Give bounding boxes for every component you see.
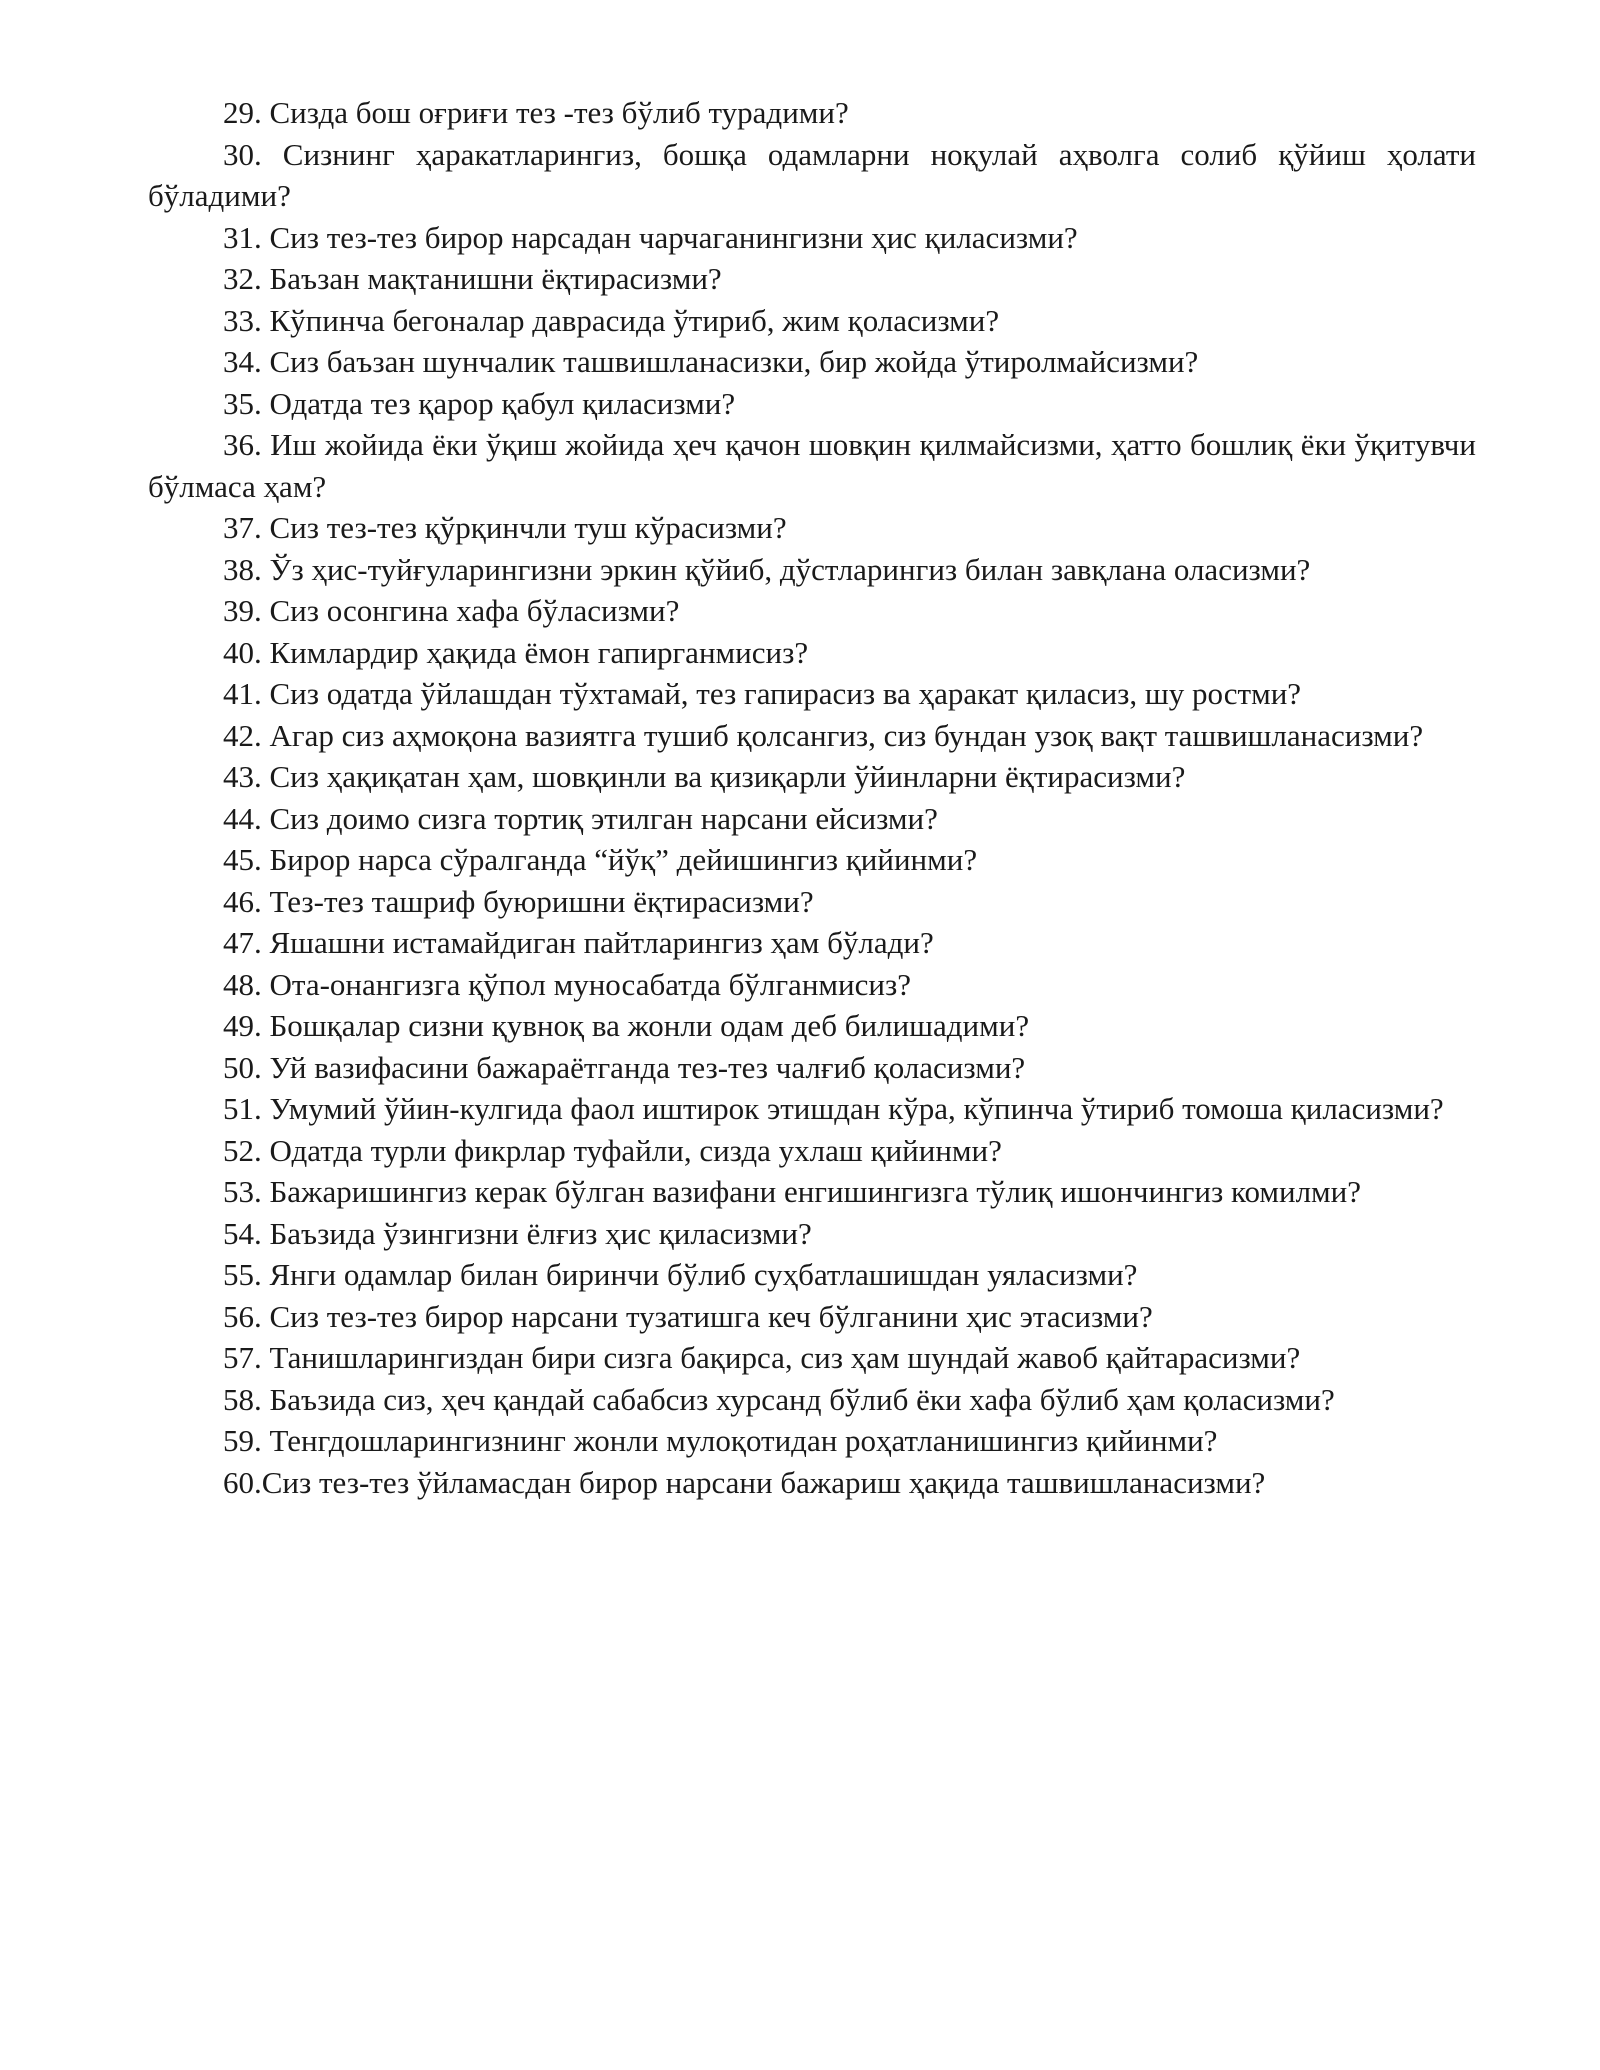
questionnaire-page bbox=[148, 92, 1476, 1503]
question-46: 46. Тез-тез ташриф буюришни ёқтирасизми? bbox=[223, 883, 814, 919]
question-36: 36. Иш жойида ёки ўқиш жойида ҳеч қачон шовқин қилмайсизми, ҳатто бошлиқ ёки ўқитувчи бўлмаса ҳам? bbox=[148, 427, 1476, 504]
question-29: 29. Сизда бош оғриғи тез -тез бўлиб турадими? bbox=[223, 95, 849, 130]
question-42: 42. Агар сиз аҳмоқона вазиятга тушиб қолсангиз, сиз бундан узоқ вақт ташвишланасизми? bbox=[223, 717, 1424, 753]
question-51: 51. Умумий ўйин-кулгида фаол иштирок этишдан кўра, кўпинча ўтириб томоша қиласизми? bbox=[223, 1091, 1444, 1126]
question-47: 47. Яшашни истамайдиган пайтларингиз ҳам бўлади? bbox=[223, 925, 934, 960]
question-44: 44. Сиз доимо сизга тортиқ этилган нарсани ейсизми? bbox=[223, 800, 938, 836]
question-37: 37. Сиз тез-тез қўрқинчли туш кўрасизми? bbox=[223, 510, 787, 545]
question-38: 38. Ўз ҳис-туйғуларингизни эркин қўйиб, дўстларингиз билан завқлана оласизми? bbox=[223, 551, 1311, 587]
question-56: 56. Сиз тез-тез бирор нарсани тузатишга кеч бўлганини ҳис этасизми? bbox=[223, 1298, 1153, 1334]
question-54: 54. Баъзида ўзингизни ёлғиз ҳис қиласизми? bbox=[223, 1215, 812, 1251]
question-33: 33. Кўпинча бегоналар даврасида ўтириб, жим қоласизми? bbox=[223, 302, 1000, 338]
question-57: 57. Танишларингиздан бири сизга бақирса, сиз ҳам шундай жавоб қайтарасизми? bbox=[223, 1340, 1301, 1375]
question-32: 32. Баъзан мақтанишни ёқтирасизми? bbox=[223, 261, 722, 296]
question-50: 50. Уй вазифасини бажараётганда тез-тез чалғиб қоласизми? bbox=[223, 1049, 1026, 1085]
question-35: 35. Одатда тез қарор қабул қиласизми? bbox=[223, 385, 736, 421]
question-31: 31. Сиз тез-тез бирор нарсадан чарчаганингизни ҳис қиласизми? bbox=[223, 219, 1078, 255]
question-45: 45. Бирор нарса сўралганда “йўқ” дейишингиз қийинми? bbox=[223, 842, 978, 877]
question-60: 60.Сиз тез-тез ўйламасдан бирор нарсани бажариш ҳақида ташвишланасизми? bbox=[223, 1464, 1266, 1500]
question-52: 52. Одатда турли фикрлар туфайли, сизда ухлаш қийинми? bbox=[223, 1132, 1002, 1168]
question-55: 55. Янги одамлар билан биринчи бўлиб суҳбатлашишдан уяласизми? bbox=[223, 1257, 1138, 1292]
question-58: 58. Баъзида сиз, ҳеч қандай сабабсиз хурсанд бўлиб ёки хафа бўлиб ҳам қоласизми? bbox=[223, 1381, 1335, 1417]
question-30: 30. Сизнинг ҳаракатларингиз, бошқа одамларни ноқулай аҳволга солиб қўйиш ҳолати бўладими? bbox=[148, 136, 1476, 213]
question-49: 49. Бошқалар сизни қувноқ ва жонли одам деб билишадими? bbox=[223, 1008, 1030, 1043]
question-40: 40. Кимлардир ҳақида ёмон гапирганмисиз? bbox=[223, 634, 809, 670]
question-34: 34. Сиз баъзан шунчалик ташвишланасизки, бир жойда ўтиролмайсизми? bbox=[223, 344, 1199, 379]
question-48: 48. Ота-онангизга қўпол муносабатда бўлганмисиз? bbox=[223, 966, 911, 1002]
question-43: 43. Сиз ҳақиқатан ҳам, шовқинли ва қизиқарли ўйинларни ёқтирасизми? bbox=[223, 759, 1186, 794]
question-59: 59. Тенгдошларингизнинг жонли мулоқотидан роҳатланишингиз қийинми? bbox=[223, 1423, 1218, 1458]
question-41: 41. Сиз одатда ўйлашдан тўхтамай, тез гапирасиз ва ҳаракат қиласиз, шу ростми? bbox=[223, 676, 1302, 711]
question-39: 39. Сиз осонгина хафа бўласизми? bbox=[223, 593, 680, 628]
question-53: 53. Бажаришингиз керак бўлган вазифани енгишингизга тўлиқ ишончингиз комилми? bbox=[223, 1174, 1362, 1209]
